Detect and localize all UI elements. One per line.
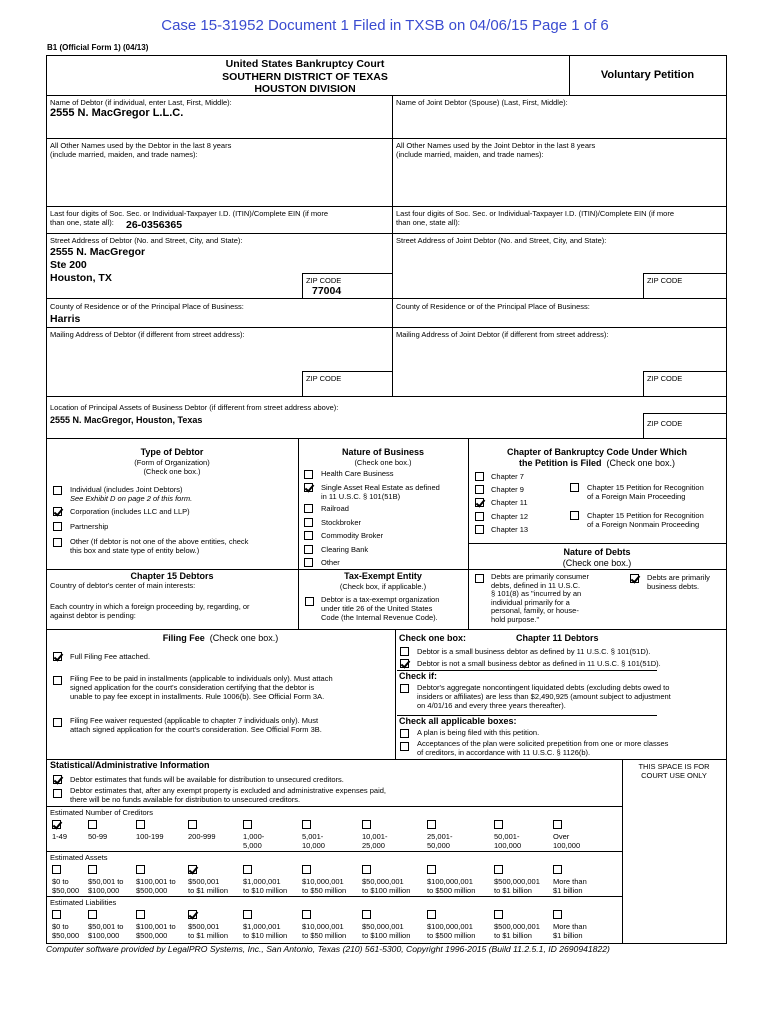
creditors-option-2-checkbox[interactable] bbox=[88, 820, 97, 829]
filing-fee-header: Filing Fee (Check one box.) bbox=[162, 633, 279, 643]
aggregate-debts-label: Debtor's aggregate noncontingent liquidated debts (excluding debts owed to insiders or affiliates) are less than $2,490,925 (amount subject to adjustment on 4/01/16 and every three years thereafter). bbox=[417, 683, 671, 710]
tax-exempt-checkbox[interactable] bbox=[305, 597, 314, 606]
partnership-checkbox[interactable] bbox=[53, 522, 62, 531]
creditors-option-7-label: 10,001- 25,000 bbox=[362, 832, 388, 850]
chapter-13-label: Chapter 13 bbox=[491, 525, 529, 534]
assets-option-5-checkbox[interactable] bbox=[243, 865, 252, 874]
liabilities-option-9-checkbox[interactable] bbox=[494, 910, 503, 919]
joint-mailing-zip-label: ZIP CODE bbox=[647, 374, 683, 383]
individual-label: Individual (includes Joint Debtors) See Exhibit D on page 2 of this form. bbox=[70, 485, 193, 503]
creditors-option-1-checkbox[interactable] bbox=[52, 820, 61, 829]
mailing-label: Mailing Address of Debtor (if different from street address): bbox=[50, 330, 245, 339]
liabilities-option-1-label: $0 to $50,000 bbox=[52, 922, 80, 940]
chapter-9-checkbox[interactable] bbox=[475, 485, 484, 494]
liabilities-option-4-label: $500,001 to $1 million bbox=[188, 922, 229, 940]
business-debts-label: Debts are primarily business debts. bbox=[647, 573, 710, 591]
other-names-label: All Other Names used by the Debtor in the last 8 years (include married, maiden, and trade names): bbox=[50, 141, 232, 159]
no-funds-checkbox[interactable] bbox=[53, 789, 62, 798]
street-label: Street Address of Debtor (No. and Street, City, and State): bbox=[50, 236, 243, 245]
liabilities-option-10-checkbox[interactable] bbox=[553, 910, 562, 919]
assets-option-1-label: $0 to $50,000 bbox=[52, 877, 80, 895]
liabilities-option-3-checkbox[interactable] bbox=[136, 910, 145, 919]
location-label: Location of Principal Assets of Business Debtor (if different from street address above): bbox=[50, 403, 339, 412]
creditors-option-9-label: 50,001- 100,000 bbox=[494, 832, 522, 850]
check-if-label: Check if: bbox=[399, 671, 438, 681]
stockbroker-label: Stockbroker bbox=[321, 518, 362, 527]
assets-option-10-label: More than $1 billion bbox=[553, 877, 587, 895]
county-value[interactable]: Harris bbox=[50, 313, 81, 325]
individual-checkbox[interactable] bbox=[53, 486, 62, 495]
creditors-option-10-label: Over 100,000 bbox=[553, 832, 581, 850]
liabilities-option-8-label: $100,000,001 to $500 million bbox=[427, 922, 476, 940]
creditors-option-10-checkbox[interactable] bbox=[553, 820, 562, 829]
creditors-option-8-checkbox[interactable] bbox=[427, 820, 436, 829]
creditors-option-6-checkbox[interactable] bbox=[302, 820, 311, 829]
consumer-debts-checkbox[interactable] bbox=[475, 574, 484, 583]
ch15-country-label: Country of debtor's center of main interests: bbox=[50, 581, 196, 590]
creditors-option-3-checkbox[interactable] bbox=[136, 820, 145, 829]
joint-ein-label: Last four digits of Soc. Sec. or Individual-Taxpayer I.D. (ITIN)/Complete EIN (if more than one, state all): bbox=[396, 209, 675, 227]
ch15-debtors-title: Chapter 15 Debtors bbox=[130, 571, 214, 581]
debtor-name-label: Name of Debtor (if individual, enter Last, First, Middle): bbox=[50, 98, 232, 107]
street-value[interactable]: 2555 N. MacGregor Ste 200 Houston, TX bbox=[50, 246, 146, 284]
acceptances-checkbox[interactable] bbox=[400, 742, 409, 751]
check-one-box-label: Check one box: bbox=[399, 633, 467, 643]
liabilities-option-6-checkbox[interactable] bbox=[302, 910, 311, 919]
small-business-checkbox[interactable] bbox=[400, 647, 409, 656]
liabilities-option-3-label: $100,001 to $500,000 bbox=[136, 922, 176, 940]
railroad-checkbox[interactable] bbox=[304, 504, 313, 513]
joint-zip-label: ZIP CODE bbox=[647, 276, 683, 285]
chapter-7-label: Chapter 7 bbox=[491, 472, 524, 481]
other-business-checkbox[interactable] bbox=[304, 558, 313, 567]
assets-option-3-checkbox[interactable] bbox=[136, 865, 145, 874]
chapter-13-checkbox[interactable] bbox=[475, 525, 484, 534]
liabilities-option-7-checkbox[interactable] bbox=[362, 910, 371, 919]
assets-option-6-checkbox[interactable] bbox=[302, 865, 311, 874]
business-debts-checkbox[interactable] bbox=[630, 574, 639, 583]
liabilities-option-6-label: $10,000,001 to $50 million bbox=[302, 922, 347, 940]
other-entity-checkbox[interactable] bbox=[53, 538, 62, 547]
small-business-label: Debtor is a small business debtor as defined by 11 U.S.C. § 101(51D). bbox=[417, 647, 651, 656]
chapter-11-checkbox[interactable] bbox=[475, 498, 484, 507]
petition-title: Voluntary Petition bbox=[600, 69, 695, 81]
ch15-main-checkbox[interactable] bbox=[570, 483, 579, 492]
liabilities-option-9-label: $500,000,001 to $1 billion bbox=[494, 922, 540, 940]
clearing-bank-checkbox[interactable] bbox=[304, 545, 313, 554]
ch15-nonmain-label: Chapter 15 Petition for Recognition of a Foreign Nonmain Proceeding bbox=[587, 511, 704, 529]
health-care-label: Health Care Business bbox=[321, 469, 394, 478]
creditors-option-2-label: 50-99 bbox=[88, 832, 108, 841]
full-fee-label: Full Filing Fee attached. bbox=[70, 652, 151, 661]
ch11-debtors-title: Chapter 11 Debtors bbox=[516, 633, 599, 643]
assets-option-8-label: $100,000,001 to $500 million bbox=[427, 877, 476, 895]
court-use-only: THIS SPACE IS FOR COURT USE ONLY bbox=[638, 762, 710, 780]
ch15-foreign-label: Each country in which a foreign proceeding by, regarding, or against debtor is pending: bbox=[50, 602, 250, 620]
creditors-option-5-checkbox[interactable] bbox=[243, 820, 252, 829]
assets-option-2-checkbox[interactable] bbox=[88, 865, 97, 874]
clearing-bank-label: Clearing Bank bbox=[321, 545, 369, 554]
funds-available-checkbox[interactable] bbox=[53, 775, 62, 784]
assets-option-6-label: $10,000,001 to $50 million bbox=[302, 877, 347, 895]
creditors-option-9-checkbox[interactable] bbox=[494, 820, 503, 829]
other-entity-label: Other (If debtor is not one of the above entities, check this box and state type of entity below.) bbox=[70, 537, 249, 555]
assets-option-10-checkbox[interactable] bbox=[553, 865, 562, 874]
railroad-label: Railroad bbox=[321, 504, 349, 513]
other-business-label: Other bbox=[321, 558, 340, 567]
footer-credit: Computer software provided by LegalPRO Systems, Inc., San Antonio, Texas (210) 561-5300, Copyright 1996-2015 (Build 11.2.5.1, ID 2690941822) bbox=[46, 944, 610, 954]
assets-option-7-label: $50,000,001 to $100 million bbox=[362, 877, 411, 895]
liabilities-label: Estimated Liabilities bbox=[50, 898, 117, 907]
creditors-option-3-label: 100-199 bbox=[136, 832, 164, 841]
creditors-option-6-label: 5,001- 10,000 bbox=[302, 832, 325, 850]
health-care-checkbox[interactable] bbox=[304, 470, 313, 479]
ch15-nonmain-checkbox[interactable] bbox=[570, 511, 579, 520]
nature-debts-header: Nature of Debts (Check one box.) bbox=[562, 547, 632, 568]
no-funds-label: Debtor estimates that, after any exempt property is excluded and administrative expenses paid, there will be no funds available for distribution to unsecured creditors. bbox=[70, 786, 386, 804]
liabilities-option-8-checkbox[interactable] bbox=[427, 910, 436, 919]
aggregate-debts-checkbox[interactable] bbox=[400, 684, 409, 693]
court-name: United States Bankruptcy Court SOUTHERN DISTRICT OF TEXAS HOUSTON DIVISION bbox=[222, 58, 388, 95]
not-small-business-label: Debtor is not a small business debtor as defined in 11 U.S.C. § 101(51D). bbox=[417, 659, 661, 668]
zip-value[interactable]: 77004 bbox=[312, 285, 342, 297]
assets-option-7-checkbox[interactable] bbox=[362, 865, 371, 874]
corporation-checkbox[interactable] bbox=[53, 507, 62, 516]
liabilities-option-7-label: $50,000,001 to $100 million bbox=[362, 922, 411, 940]
ein-label: Last four digits of Soc. Sec. or Individual-Taxpayer I.D. (ITIN)/Complete EIN (if more than one, state all): bbox=[50, 209, 329, 227]
fee-waiver-checkbox[interactable] bbox=[53, 718, 62, 727]
tax-exempt-header: Tax-Exempt Entity (Check box, if applicable.) bbox=[339, 571, 427, 591]
location-zip-label: ZIP CODE bbox=[647, 419, 683, 428]
single-asset-checkbox[interactable] bbox=[304, 483, 313, 492]
nature-business-header: Nature of Business (Check one box.) bbox=[341, 447, 425, 467]
full-fee-checkbox[interactable] bbox=[53, 652, 62, 661]
assets-option-4-checkbox[interactable] bbox=[188, 865, 197, 874]
creditors-label: Estimated Number of Creditors bbox=[50, 808, 153, 817]
not-small-business-checkbox[interactable] bbox=[400, 659, 409, 668]
assets-option-2-label: $50,001 to $100,000 bbox=[88, 877, 124, 895]
joint-name-label: Name of Joint Debtor (Spouse) (Last, First, Middle): bbox=[396, 98, 568, 107]
single-asset-label: Single Asset Real Estate as defined in 11 U.S.C. § 101(51B) bbox=[321, 483, 440, 501]
zip-label: ZIP CODE bbox=[306, 276, 342, 285]
creditors-option-1-label: 1-49 bbox=[52, 832, 68, 841]
joint-county-label: County of Residence or of the Principal Place of Business: bbox=[396, 302, 590, 311]
liabilities-option-4-checkbox[interactable] bbox=[188, 910, 197, 919]
plan-filed-label: A plan is being filed with this petition. bbox=[417, 728, 540, 737]
tax-exempt-label: Debtor is a tax-exempt organization under title 26 of the United States Code (the Internal Revenue Code). bbox=[321, 595, 440, 622]
assets-option-9-checkbox[interactable] bbox=[494, 865, 503, 874]
assets-label: Estimated Assets bbox=[50, 853, 108, 862]
liabilities-option-2-checkbox[interactable] bbox=[88, 910, 97, 919]
assets-option-8-checkbox[interactable] bbox=[427, 865, 436, 874]
ein-value[interactable]: 26-0356365 bbox=[126, 219, 183, 231]
chapter-7-checkbox[interactable] bbox=[475, 472, 484, 481]
installment-checkbox[interactable] bbox=[53, 676, 62, 685]
county-label: County of Residence or of the Principal Place of Business: bbox=[50, 302, 244, 311]
partnership-label: Partnership bbox=[70, 522, 109, 531]
chapter-9-label: Chapter 9 bbox=[491, 485, 524, 494]
stockbroker-checkbox[interactable] bbox=[304, 518, 313, 527]
chapter-12-label: Chapter 12 bbox=[491, 512, 529, 521]
plan-filed-checkbox[interactable] bbox=[400, 729, 409, 738]
commodity-broker-label: Commodity Broker bbox=[321, 531, 384, 540]
ch15-main-label: Chapter 15 Petition for Recognition of a Foreign Main Proceeding bbox=[587, 483, 704, 501]
creditors-option-4-checkbox[interactable] bbox=[188, 820, 197, 829]
chapter-12-checkbox[interactable] bbox=[475, 512, 484, 521]
liabilities-option-10-label: More than $1 billion bbox=[553, 922, 587, 940]
mailing-zip-label: ZIP CODE bbox=[306, 374, 342, 383]
type-of-debtor-header: Type of Debtor (Form of Organization) (Check one box.) bbox=[134, 447, 210, 476]
liabilities-option-5-label: $1,000,001 to $10 million bbox=[243, 922, 288, 940]
joint-mailing-label: Mailing Address of Joint Debtor (if different from street address): bbox=[396, 330, 609, 339]
acceptances-label: Acceptances of the plan were solicited prepetition from one or more classes of creditors, in accordance with 11 U.S.C. § 1126(b). bbox=[417, 739, 669, 757]
creditors-option-8-label: 25,001- 50,000 bbox=[427, 832, 453, 850]
chapter-11-label: Chapter 11 bbox=[491, 498, 528, 507]
assets-option-5-label: $1,000,001 to $10 million bbox=[243, 877, 288, 895]
filing-stamp: Case 15-31952 Document 1 Filed in TXSB on 04/06/15 Page 1 of 6 bbox=[161, 17, 609, 34]
assets-option-1-checkbox[interactable] bbox=[52, 865, 61, 874]
creditors-option-5-label: 1,000- 5,000 bbox=[243, 832, 265, 850]
creditors-option-4-label: 200-999 bbox=[188, 832, 216, 841]
liabilities-option-5-checkbox[interactable] bbox=[243, 910, 252, 919]
location-value[interactable]: 2555 N. MacGregor, Houston, Texas bbox=[50, 415, 203, 425]
joint-other-names-label: All Other Names used by the Joint Debtor in the last 8 years (include married, maiden, and trade names): bbox=[396, 141, 596, 159]
installment-label: Filing Fee to be paid in installments (applicable to individuals only). Must attach signed application for the court's consideration certifying that the debtor is unable to pay fee except in installments. Rule 1006(b). See Official Form 3A. bbox=[70, 674, 333, 701]
liabilities-option-2-label: $50,001 to $100,000 bbox=[88, 922, 124, 940]
assets-option-9-label: $500,000,001 to $1 billion bbox=[494, 877, 540, 895]
funds-available-label: Debtor estimates that funds will be available for distribution to unsecured creditors. bbox=[70, 775, 344, 784]
commodity-broker-checkbox[interactable] bbox=[304, 531, 313, 540]
consumer-debts-label: Debts are primarily consumer debts, defined in 11 U.S.C. § 101(8) as "incurred by an individual primarily for a personal, family, or house- hold purpose." bbox=[491, 572, 589, 624]
assets-option-4-label: $500,001 to $1 million bbox=[188, 877, 229, 895]
form-id: B1 (Official Form 1) (04/13) bbox=[47, 43, 149, 52]
debtor-name-value[interactable]: 2555 N. MacGregor L.L.C. bbox=[50, 107, 184, 119]
assets-option-3-label: $100,001 to $500,000 bbox=[136, 877, 176, 895]
creditors-option-7-checkbox[interactable] bbox=[362, 820, 371, 829]
corporation-label: Corporation (includes LLC and LLP) bbox=[70, 507, 190, 516]
fee-waiver-label: Filing Fee waiver requested (applicable to chapter 7 individuals only). Must attach signed application for the court's consideration. See Official Form 3B. bbox=[70, 716, 322, 734]
statistical-title: Statistical/Administrative Information bbox=[50, 760, 210, 770]
liabilities-option-1-checkbox[interactable] bbox=[52, 910, 61, 919]
chapter-header: Chapter of Bankruptcy Code Under Which the Petition is Filed (Check one box.) bbox=[506, 447, 687, 468]
joint-street-label: Street Address of Joint Debtor (No. and Street, City, and State): bbox=[396, 236, 607, 245]
check-all-label: Check all applicable boxes: bbox=[399, 716, 517, 726]
